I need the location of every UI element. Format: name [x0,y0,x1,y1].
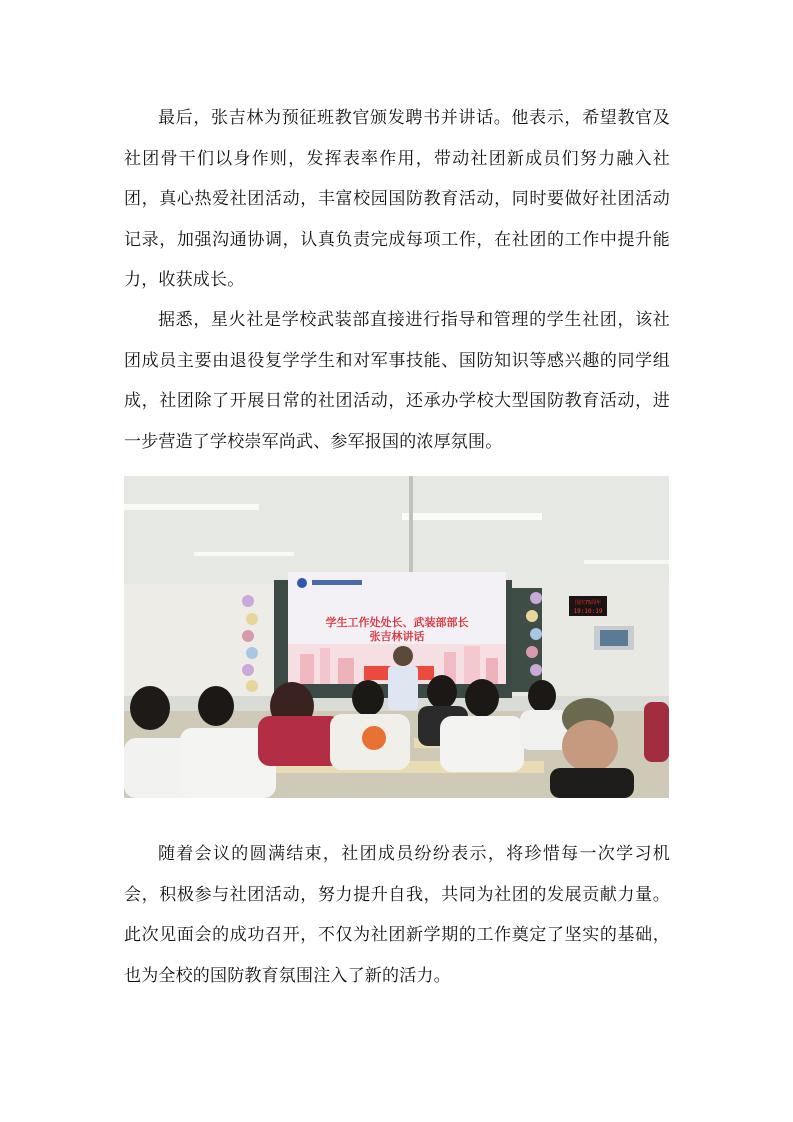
slide-title-line2: 张吉林讲话 [369,630,425,643]
meeting-photo [124,476,669,798]
led-clock-time: 19:10:19 [573,608,603,615]
slide-title-line1: 学生工作处处长、武装部部长 [325,616,469,629]
paragraph-closing-speech: 最后，张吉林为预征班教官颁发聘书并讲话。他表示，希望教官及社团骨干们以身作则，发挥表率作用，带动社团新成员们努力融入社团，真心热爱社团活动，丰富校园国防教育活动，同时要做好社团活动记录，加强沟通协调，认真负责完成每项工作，在社团的工作中提升能力，收获成长。 [124,108,670,290]
paragraph-club-introduction: 据悉，星火社是学校武装部直接进行指导和管理的学生社团，该社团成员主要由退役复学学生和对军事技能、国防知识等感兴趣的同学组成，社团除了开展日常的社团活动，还承办学校大型国防教育活动，进一步营造了学校崇军尚武、参军报国的浓厚氛围。 [124,310,670,452]
led-clock-label: 国庆75周年 [574,600,602,606]
paragraph-conclusion: 随着会议的圆满结束，社团成员纷纷表示，将珍惜每一次学习机会，积极参与社团活动，努力提升自我，共同为社团的发展贡献力量。此次见面会的成功召开，不仅为社团新学期的工作奠定了坚实的基础，也为全校的国防教育氛围注入了新的活力。 [124,844,670,986]
